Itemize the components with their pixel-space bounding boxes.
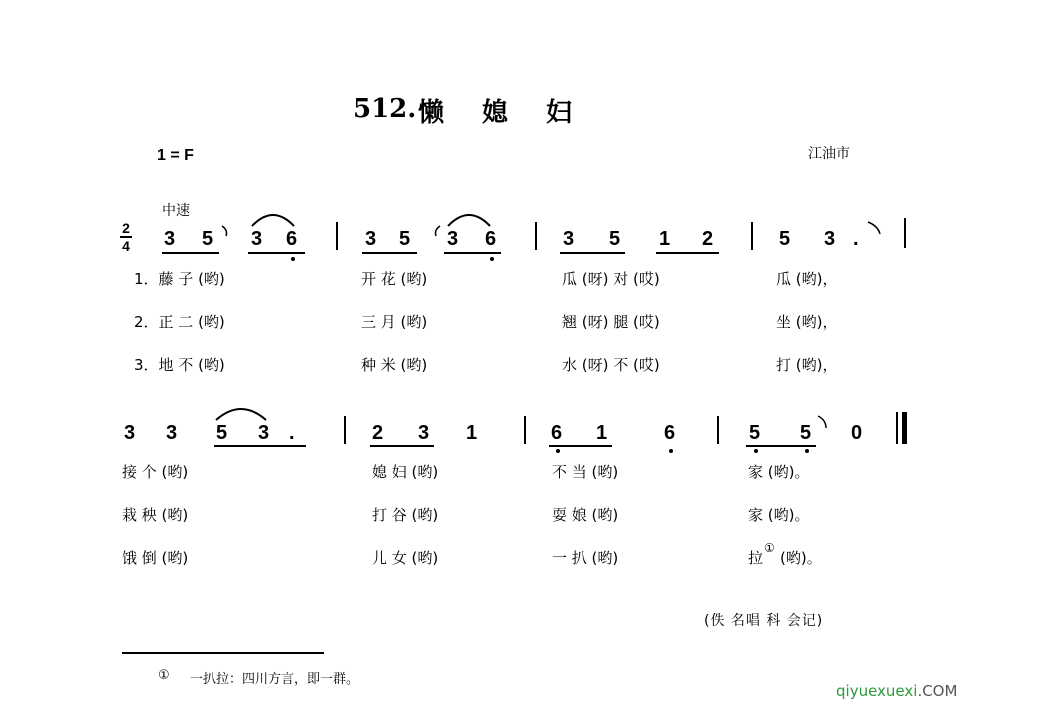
- note: 3: [164, 228, 176, 250]
- lyric-segment: 家 (哟)。: [748, 463, 810, 481]
- slur-mark: [250, 210, 296, 228]
- lyric-segment: 拉: [748, 549, 764, 567]
- lyric-segment: 打 谷 (哟): [372, 506, 439, 524]
- note: 3: [563, 228, 575, 250]
- lyric-segment: 打 (哟)，: [776, 356, 838, 374]
- note: 6: [664, 422, 676, 444]
- lyric-segment: 坐 (哟)，: [776, 313, 838, 331]
- octave-dot: [805, 449, 809, 453]
- lyric-segment: 翘 (呀) 腿 (哎): [562, 313, 660, 331]
- note: 3: [824, 228, 836, 250]
- lyric-segment: 耍 娘 (哟): [552, 506, 619, 524]
- place-name: 江油市: [808, 146, 850, 162]
- lyric-segment: 接 个 (哟): [122, 463, 189, 481]
- song-number: 512.: [353, 94, 417, 124]
- barline: [344, 416, 346, 444]
- octave-dot: [754, 449, 758, 453]
- note: 2: [372, 422, 384, 444]
- note: 5: [202, 228, 214, 250]
- beam-line: [248, 252, 305, 254]
- note: 3: [166, 422, 178, 444]
- lyric-segment: 饿 倒 (哟): [122, 549, 189, 567]
- footnote-text: 一扒拉：四川方言，即一群。: [190, 672, 360, 687]
- final-barline-thin: [896, 412, 898, 444]
- barline: [336, 222, 338, 250]
- beam-line: [656, 252, 719, 254]
- octave-dot: [490, 257, 494, 261]
- song-title: 懒媳妇: [418, 98, 611, 128]
- lyric-segment: 不 当 (哟): [552, 463, 619, 481]
- beam-line: [162, 252, 219, 254]
- lyric-segment: 3．地 不 (哟): [134, 356, 225, 374]
- footnote-ref-marker: ①: [764, 541, 775, 555]
- barline: [751, 222, 753, 250]
- beam-line: [362, 252, 417, 254]
- lyric-segment: 家 (哟)。: [748, 506, 810, 524]
- lyric-segment: (哟)。: [780, 549, 822, 567]
- barline: [524, 416, 526, 444]
- note: 5: [749, 422, 761, 444]
- note: 6: [551, 422, 563, 444]
- lyric-segment: 一 扒 (哟): [552, 549, 619, 567]
- note: 3: [418, 422, 430, 444]
- breath-mark: [816, 414, 830, 430]
- note: 1: [596, 422, 608, 444]
- lyric-segment: 瓜 (呀) 对 (哎): [562, 270, 660, 288]
- note: 6: [286, 228, 298, 250]
- octave-dot: [291, 257, 295, 261]
- note: 5: [399, 228, 411, 250]
- lyric-segment: 2．正 二 (哟): [134, 313, 225, 331]
- octave-dot: [556, 449, 560, 453]
- breath-mark: [220, 224, 232, 238]
- note: 3: [251, 228, 263, 250]
- octave-dot: [669, 449, 673, 453]
- note: 5: [609, 228, 621, 250]
- time-signature: 2 4: [120, 221, 132, 253]
- lyric-segment: 1．藤 子 (哟): [134, 270, 225, 288]
- barline: [535, 222, 537, 250]
- performer-credit: (佚 名唱 科 会记): [704, 613, 824, 629]
- slur-mark: [446, 210, 492, 228]
- footnote-marker: ①: [158, 668, 170, 683]
- lyric-segment: 开 花 (哟): [361, 270, 428, 288]
- note: 3: [258, 422, 270, 444]
- lyric-segment: 媳 妇 (哟): [372, 463, 439, 481]
- lyric-segment: 三 月 (哟): [361, 313, 428, 331]
- note: 3: [447, 228, 459, 250]
- augmentation-dot: .: [289, 422, 295, 444]
- note: 5: [800, 422, 812, 444]
- lyric-segment: 栽 秧 (哟): [122, 506, 189, 524]
- watermark: qiyuexuexi.COM: [836, 682, 958, 700]
- note: 1: [466, 422, 478, 444]
- key-signature: 1 = F: [157, 147, 194, 164]
- note: 1: [659, 228, 671, 250]
- lyric-segment: 儿 女 (哟): [372, 549, 439, 567]
- footnote-rule: [122, 652, 324, 654]
- final-barline-thick: [902, 412, 907, 444]
- breath-mark: [432, 224, 444, 238]
- lyric-segment: 瓜 (哟)，: [776, 270, 838, 288]
- note: 5: [216, 422, 228, 444]
- slur-mark: [214, 404, 268, 422]
- beam-line: [370, 445, 434, 447]
- beam-line: [444, 252, 501, 254]
- note: 3: [124, 422, 136, 444]
- barline: [717, 416, 719, 444]
- beam-line: [214, 445, 306, 447]
- beam-line: [746, 445, 816, 447]
- barline: [904, 218, 906, 248]
- augmentation-dot: .: [853, 228, 859, 250]
- breath-mark: [866, 220, 884, 236]
- note: 5: [779, 228, 791, 250]
- lyric-segment: 种 米 (哟): [361, 356, 428, 374]
- note: 3: [365, 228, 377, 250]
- note: 6: [485, 228, 497, 250]
- tempo-mark: 中速: [162, 203, 190, 219]
- note: 2: [702, 228, 714, 250]
- beam-line: [560, 252, 625, 254]
- lyric-segment: 水 (呀) 不 (哎): [562, 356, 660, 374]
- rest: 0: [851, 422, 863, 444]
- beam-line: [549, 445, 612, 447]
